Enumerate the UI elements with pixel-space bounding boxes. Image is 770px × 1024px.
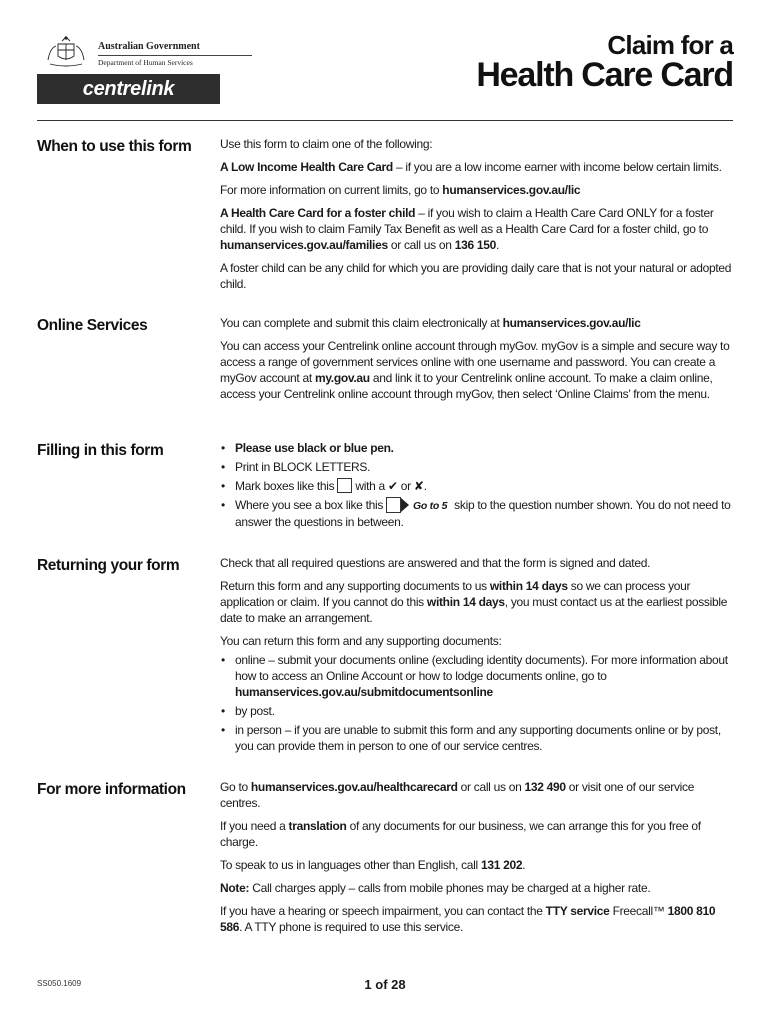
- form-title-line1: Claim for a: [607, 30, 733, 60]
- paragraph: If you need a translation of any documents for our business, we can arrange this for you free of charge.: [220, 819, 701, 849]
- section-heading: Returning your form: [37, 557, 180, 574]
- web-link[interactable]: humanservices.gov.au/families: [220, 238, 388, 252]
- paragraph: For more information on current limits, go to humanservices.gov.au/lic: [220, 183, 581, 197]
- government-logo: [44, 34, 214, 70]
- section-body: [220, 440, 733, 534]
- paragraph: A foster child can be any child for which you are providing daily care that is not your natural or adopted child.: [220, 261, 732, 291]
- form-title-line2: Health Care Card: [476, 56, 733, 94]
- go-to-label: Go to 5: [413, 500, 448, 512]
- list-item: • online – submit your documents online (excluding identity documents). For more information about how to access an Online Account or how to lodge documents online, go to humanservices.gov.au/submitdocumentsonline: [221, 653, 728, 699]
- phone-number: 1800 810 586: [220, 904, 716, 934]
- paragraph: You can access your Centrelink online account through myGov. myGov is a simple and secure way to access a range of government services online with one username and password. You can create a myGov account at my.gov.au and link it to your Centrelink online account. To make a claim online, access your Centrelink online account through myGov, then select ‘Online Claims’ from the menu.: [220, 339, 730, 401]
- paragraph: A Health Care Card for a foster child – if you wish to claim a Health Care Card ONLY for a foster child. If you wish to claim Family Tax Benefit as well as a Health Care Card for a foster child, go to humanservices.gov.au/families or call us on 136 150.: [220, 206, 714, 252]
- paragraph: Go to humanservices.gov.au/healthcarecard or call us on 132 490 or visit one of our service centres.: [220, 780, 695, 810]
- checkbox-sample-icon: [337, 478, 352, 493]
- instruction-list: [220, 440, 733, 530]
- list-item: • Please use black or blue pen.: [221, 441, 394, 455]
- centrelink-brand: centrelink: [37, 74, 220, 104]
- section-body: [220, 315, 733, 409]
- page-number: 1 of 28: [364, 977, 406, 992]
- paragraph: You can return this form and any supporting documents:: [220, 634, 502, 648]
- form-code: SS050.1609: [37, 979, 82, 988]
- web-link[interactable]: humanservices.gov.au/lic: [442, 183, 581, 197]
- logo-divider: [98, 55, 252, 56]
- web-link[interactable]: humanservices.gov.au/lic: [502, 316, 641, 330]
- list-item: • in person – if you are unable to submit this form and any supporting documents online or by post, you can provide them in person to one of our service centres.: [221, 723, 721, 753]
- section-body: [220, 555, 733, 758]
- government-name: Australian Government: [98, 41, 200, 52]
- section-heading: For more information: [37, 781, 186, 798]
- header-divider: [37, 120, 733, 121]
- paragraph: Return this form and any supporting documents to us within 14 days so we can process your application or claim. If you cannot do this within 14 days, you must contact us at the earliest possible date to make an arrangement.: [220, 579, 728, 625]
- phone-number: 136 150: [454, 238, 496, 252]
- list-item: • by post.: [221, 704, 275, 718]
- section-heading: Filling in this form: [37, 442, 164, 459]
- phone-number: 132 490: [524, 780, 566, 794]
- paragraph: A Low Income Health Care Card – if you are a low income earner with income below certain limits.: [220, 160, 722, 174]
- department-name: Department of Human Services: [98, 58, 193, 67]
- web-link[interactable]: humanservices.gov.au/submitdocumentsonline: [235, 685, 493, 699]
- paragraph: Check that all required questions are answered and that the form is signed and dated.: [220, 556, 651, 570]
- list-item: • Print in BLOCK LETTERS.: [221, 460, 371, 474]
- return-method-list: [220, 652, 733, 754]
- list-item: • Where you see a box like this Go to 5 skip to the question number shown. You do not need to answer the questions in between.: [221, 498, 731, 529]
- paragraph: You can complete and submit this claim electronically at humanservices.gov.au/lic: [220, 316, 641, 330]
- tick-icon: ✔: [387, 479, 398, 493]
- section-heading: Online Services: [37, 317, 148, 334]
- paragraph: Use this form to claim one of the following:: [220, 137, 433, 151]
- cross-icon: ✘: [413, 479, 424, 493]
- phone-number: 131 202: [480, 858, 523, 872]
- coat-of-arms-icon: [44, 34, 88, 68]
- paragraph: If you have a hearing or speech impairment, you can contact the TTY service Freecall™ 1800 810 586. A TTY phone is required to use this service.: [220, 904, 716, 934]
- web-link[interactable]: my.gov.au: [314, 371, 370, 385]
- web-link[interactable]: humanservices.gov.au/healthcarecard: [250, 780, 458, 794]
- list-item: • Mark boxes like this with a ✔ or ✘.: [221, 479, 427, 493]
- section-body: [220, 136, 733, 299]
- paragraph: To speak to us in languages other than English, call 131 202.: [220, 858, 526, 872]
- section-body: [220, 779, 733, 942]
- go-to-arrow-icon: [386, 497, 410, 513]
- section-heading: When to use this form: [37, 138, 192, 155]
- paragraph: Note: Call charges apply – calls from mobile phones may be charged at a higher rate.: [220, 881, 651, 895]
